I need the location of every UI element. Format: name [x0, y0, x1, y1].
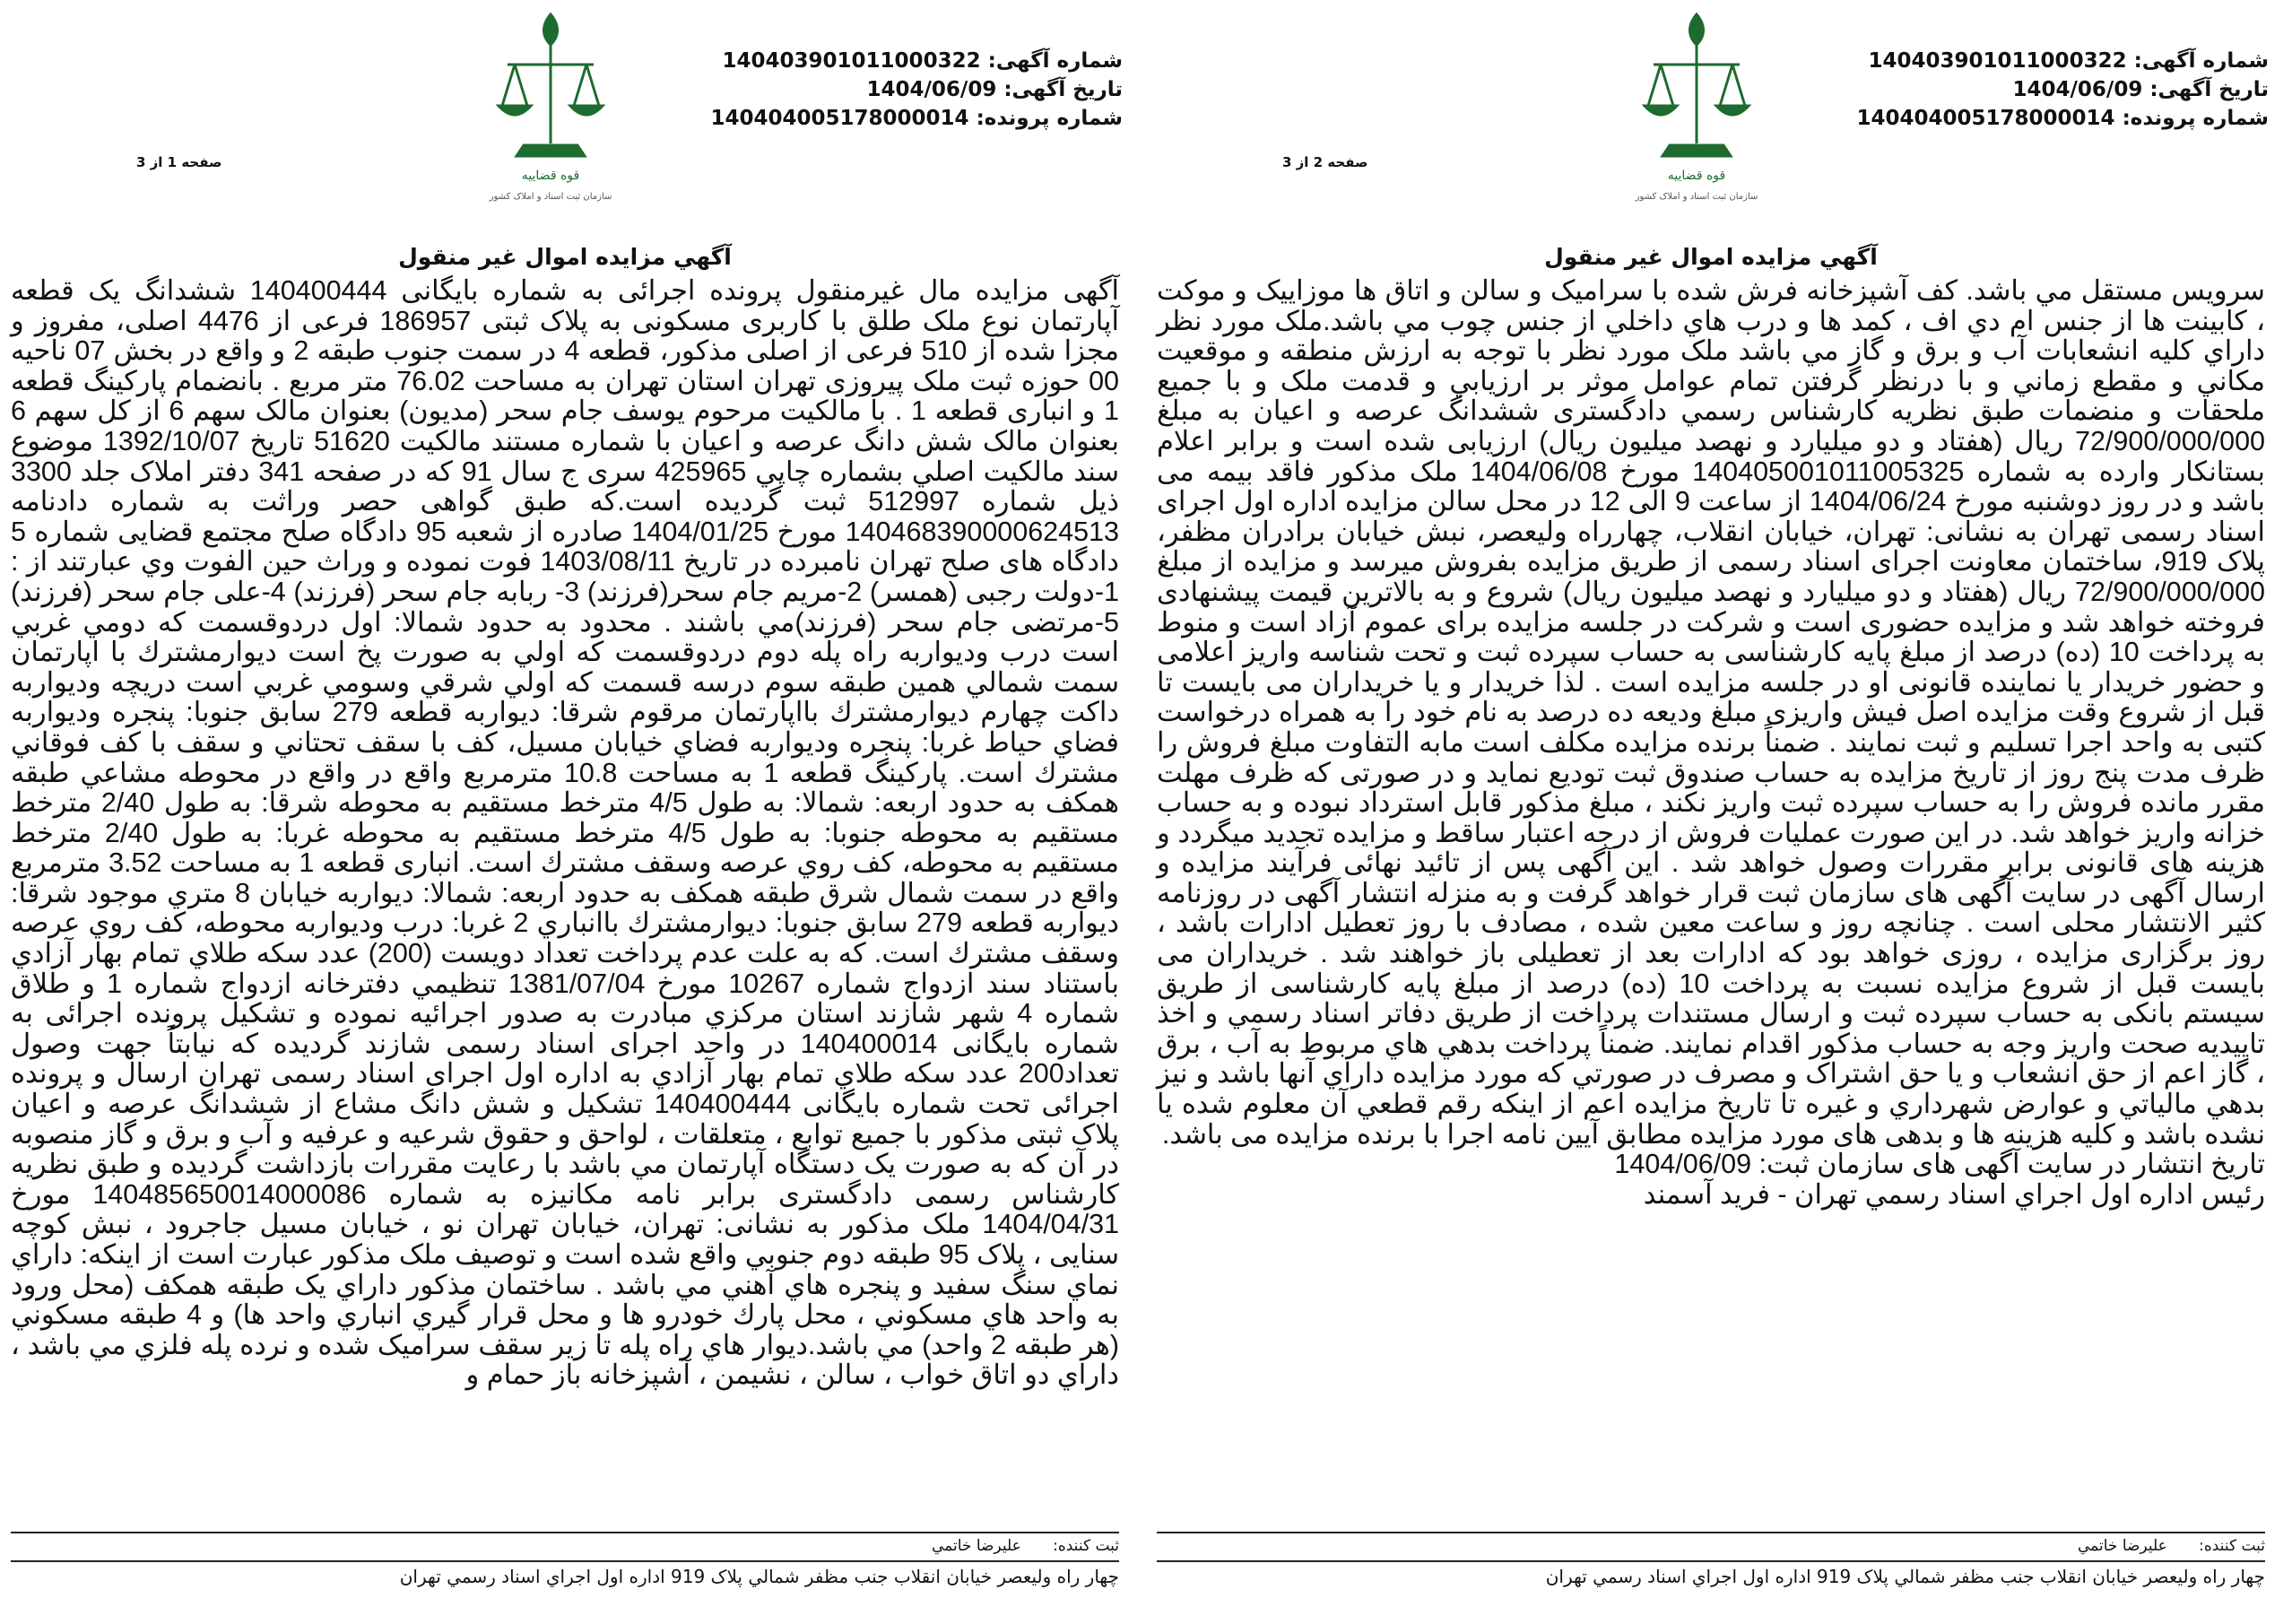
footer-divider: [1157, 1532, 2265, 1533]
office-address: چهار راه وليعصر خيابان انقلاب جنب مظفر شمالي پلاک 919 اداره اول اجراي اسناد رسمي تهران: [1545, 1566, 2265, 1587]
notice-title: آگهي مزايده اموال غير منقول: [1544, 244, 1878, 270]
notice-body-paragraph: آگهی مزایده مال غیرمنقول پرونده اجرائی به شماره بایگانی 140400444 ششدانگ یک قطعه آپارتمان نوع ملک طلق با کاربری مسکونی به پلاک ثبتی 186957 فرعی از 4476 اصلی، مفروز و مجزا شده از 510 فرعی از اصلی مذکور، قطعه 4 در سمت جنوب طبقه 2 و واقع در بخش 07 ناحیه 00 حوزه ثبت ملک پیروزی تهران استان تهران به مساحت 76.02 متر مربع . بانضمام پارکینگ قطعه 1 و انباری قطعه 1 . با مالکیت مرحوم یوسف جام سحر (مدیون) بعنوان مالک سهم 6 از کل سهم 6 بعنوان مالک شش دانگ عرصه و اعیان با شماره مستند مالکیت 51620 تاریخ 1392/10/07 موضوع سند مالکیت اصلي بشماره چاپي 425965 سری ج سال 91 که در صفحه 341 دفتر املاک جلد 3300 ذیل شماره 512997 ثبت گردیده است.که طبق گواهی حصر وراثت به شماره دادنامه 140468390000624513 مورخ 1404/01/25 صادره از شعبه 95 دادگاه صلح مجتمع قضایی شماره 5 دادگاه های صلح تهران نامبرده در تاریخ 1403/08/11 فوت نموده و وراث حين الفوت وي عبارتند از : 1-دولت رجبی (همسر) 2-مریم جام سحر(فرزند) 3- ربابه جام سحر (فرزند) 4-علی جام سحر (فرزند) 5-مرتضی جام سحر (فرزند)مي باشند . محدود به حدود شمالا: اول دردوقسمت که دومي غربي است درب وديواربه راه پله دوم دردوقسمت كه اولي به صورت پخ است ديوارمشترك با اپارتمان سمت شمالي همين طبقه سوم درسه قسمت كه اولي شرقي وسومي غربي است دريچه وديواربه داكت چهارم ديوارمشترك بااپارتمان مرقوم شرقا: ديواربه قطعه 279 سابق جنوبا: پنجره وديواربه فضاي حياط غربا: پنجره وديواربه فضاي خيابان مسيل، کف با سقف تحتاني و سقف با کف فوقاني مشترك است. پارکینگ قطعه 1 به مساحت 10.8 مترمربع واقع در واقع در محوطه مشاعي طبقه همکف به حدود اربعه: شمالا: به طول 4/5 مترخط مستقيم به محوطه شرقا: به طول 2/40 مترخط مستقيم به محوطه جنوبا: به طول 4/5 مترخط مستقيم به محوطه غربا: به طول 2/40 مترخط مستقيم به محوطه، کف روي عرصه وسقف مشترك است. انباری قطعه 1 به مساحت 3.52 مترمربع واقع در سمت شمال شرق طبقه همکف به حدود اربعه: شمالا: ديواربه خيابان 8 متري موجود شرقا: ديواربه قطعه 279 سابق جنوبا: ديوارمشترك باانباري 2 غربا: درب وديواربه محوطه، کف روي عرصه وسقف مشترك است. که به علت عدم پرداخت تعداد دويست (200) عدد سكه طلاي تمام بهار آزادي باستناد سند ازدواج شماره 10267 مورخ 1381/07/04 تنظيمي دفترخانه ازدواج شماره 1 و طلاق شماره 4 شهر شازند استان مركزي مبادرت به صدور اجرائیه نموده و تشکیل پرونده اجرائی به شماره بایگانی 140400014 در واحد اجرای اسناد رسمی شازند گردیده که نیابتاً جهت وصول تعداد200 عدد سکه طلاي تمام بهار آزادي به اداره اول اجرای اسناد رسمی تهران ارسال و پرونده اجرائی تحت شماره بایگانی 140400444 تشکیل و شش دانگ مشاع از ششدانگ عرصه و اعیان پلاک ثبتی مذکور با جمیع توابع ، متعلقات ، لواحق و حقوق شرعیه و عرفیه و آب و برق و گاز منصوبه در آن که به صورت یک دستگاه آپارتمان مي باشد با رعایت مقررات بازداشت گردیده و طبق نظریه کارشناس رسمی دادگستری برابر نامه مکانیزه به شماره 140485650014000086 مورخ 1404/04/31 ملک مذکور به نشانی: تهران، خیابان تهران نو ، خيابان مسيل جاجرود ، نبش کوچه سنایی ، پلاک 95 طبقه دوم جنوبي واقع شده است و توصیف ملک مذکور عبارت است از اینکه: داراي نماي سنگ سفيد و پنجره هاي آهني مي باشد . ساختمان مذكور داراي يک طبقه همكف (محل ورود به واحد هاي مسكوني ، محل پارك خودرو ها و محل قرار گيري انباري واحد ها) و 4 طبقه مسكوني (هر طبقه 2 واحد) مي باشد.ديوار هاي راه پله تا زير سقف سراميک شده و نرده پله فلزي مي باشد ، داراي دو اتاق خواب ، سالن ، نشيمن ، آشپزخانه باز حمام و: [11, 275, 1120, 1391]
file-number-row: [1856, 104, 2269, 133]
notice-title: آگهي مزايده اموال غير منقول: [398, 244, 732, 270]
page-2-inner: [1157, 0, 2269, 1624]
file-number: 140404005178000014: [710, 107, 969, 130]
notice-date-label: تاریخ آگهی:: [2149, 78, 2269, 101]
emblem-top-text: قوه قضاییه: [521, 169, 580, 183]
publish-label: تاریخ انتشار در سایت آگهی های سازمان ثبت:: [1758, 1149, 2265, 1180]
file-number-label: شماره پرونده:: [2122, 107, 2269, 130]
notice-date-row: [755, 75, 1123, 104]
notice-date: 1404/06/09: [2012, 78, 2143, 101]
footer-divider: [11, 1532, 1119, 1533]
file-number: 140404005178000014: [1856, 107, 2115, 130]
footer-divider-2: [11, 1560, 1119, 1562]
registrar: [2078, 1537, 2265, 1555]
registrar-label: ثبت کننده:: [1053, 1537, 1119, 1555]
page-number: صفحه 1 از 3: [136, 154, 222, 170]
notice-number-label: شماره آگهی:: [2133, 49, 2269, 73]
notice-date-row: [1901, 75, 2269, 104]
file-number-row: [710, 104, 1123, 133]
header-fields: [1856, 47, 2269, 133]
publish-date: 1404/06/09: [1614, 1149, 1752, 1180]
page-2: [1146, 0, 2292, 1624]
notice-body: [1157, 276, 2265, 1210]
emblem-bottom-text: سازمان ثبت اسناد و املاک کشور: [489, 192, 612, 202]
notice-number-row: [722, 47, 1123, 75]
registrar-name: عليرضا خاتمي: [932, 1537, 1021, 1555]
notice-date-label: تاریخ آگهی:: [1003, 78, 1123, 101]
notice-date: 1404/06/09: [866, 78, 997, 101]
emblem-bottom-text: سازمان ثبت اسناد و املاک کشور: [1635, 192, 1758, 202]
emblem-top-text: قوه قضاییه: [1667, 169, 1726, 183]
notice-number-label: شماره آگهی:: [987, 49, 1123, 73]
header-fields: [710, 47, 1123, 133]
registrar-name: عليرضا خاتمي: [2078, 1537, 2167, 1555]
notice-number: 140403901011000322: [1868, 49, 2127, 73]
registrar: [932, 1537, 1119, 1555]
notice-number: 140403901011000322: [722, 49, 981, 73]
registrar-label: ثبت کننده:: [2199, 1537, 2265, 1555]
page-number: صفحه 2 از 3: [1282, 154, 1368, 170]
footer-divider-2: [1157, 1560, 2265, 1562]
judiciary-emblem-icon: [488, 9, 613, 206]
notice-number-row: [1868, 47, 2269, 75]
signature-line: رئیس اداره اول اجراي اسناد رسمي تهران - فريد آسمند: [1643, 1178, 2265, 1210]
office-address: چهار راه وليعصر خيابان انقلاب جنب مظفر شمالي پلاک 919 اداره اول اجراي اسناد رسمي تهران: [399, 1566, 1119, 1587]
page-1-inner: [11, 0, 1123, 1624]
judiciary-emblem-icon: [1634, 9, 1759, 206]
notice-body-paragraph: سرويس مستقل مي باشد. کف آشپزخانه فرش شده با سراميک و سالن و اتاق ها موزاييک و موكت ، كابينت ها از جنس ام دي اف ، كمد ها و درب هاي داخلي از جنس چوب مي باشد.ملک مورد نظر داراي كليه انشعابات آب و برق و گاز مي باشد ملک مورد نظر با توجه به ارزش منطقه و موقعيت مكاني و مقطع زماني و با درنظر گرفتن تمام عوامل موثر بر ارزيابي و قدمت ملک و با جميع ملحقات و منضمات طبق نظريه كارشناس رسمي دادگستری ششدانگ عرصه و اعيان به مبلغ 72/900/000/000 ريال (هفتاد و دو ميليارد و نهصد ميليون ريال) ارزیابی شده است و برابر اعلام بستانكار وارده به شماره 140405001011005325 مورخ 1404/06/08 ملک مذکور فاقد بیمه می باشد و در روز دوشنبه مورخ 1404/06/24 از ساعت 9 الی 12 در محل سالن مزایده اداره اول اجرای اسناد رسمی تهران به نشانی: تهران، خیابان انقلاب، چهارراه ولیعصر، نبش خیابان برادران مظفر، پلاک 919، ساختمان معاونت اجرای اسناد رسمی از طریق مزایده بفروش میرسد و مزایده از مبلغ 72/900/000/000 ريال (هفتاد و دو ميليارد و نهصد ميليون ريال) شروع و به بالاترین قیمت پیشنهادی فروخته خواهد شد و مزایده حضوری است و شرکت در جلسه مزایده برای عموم آزاد است و منوط به پرداخت 10 (ده) درصد از مبلغ پایه کارشناسی به حساب سپرده ثبت و تحت شناسه واریز اعلامی و حضور خریدار یا نماینده قانونی او در جلسه مزایده است . لذا خریدار و یا خریداران می بایست تا قبل از شروع وقت مزایده اصل فیش واریزی مبلغ ودیعه ده درصد به نام خود را به همراه درخواست کتبی به واحد اجرا تسلیم و ثبت نمایند . ضمناً برنده مزایده مکلف است مابه التفاوت مبلغ فروش را ظرف مدت پنج روز از تاریخ مزایده به حساب صندوق ثبت تودیع نماید و در صورتی که ظرف مهلت مقرر مانده فروش را به حساب سپرده ثبت واریز نکند ، مبلغ مذکور قابل استرداد نبوده و به حساب خزانه واریز خواهد شد. در این صورت عملیات فروش از درجه اعتبار ساقط و مزایده تجدید میگردد و هزینه های قانونی برابر مقررات وصول خواهد شد . این آگهی پس از تائید نهائی فرآیند مزایده و ارسال آگهی در سایت آگهی های سازمان ثبت قرار خواهد گرفت و به منزله انتشار آگهی در روزنامه کثیر الانتشار محلی است . چنانچه روز و ساعت معین شده ، مصادف با روز تعطیل ادارات باشد ، روز برگزاری مزایده ، روزی خواهد بود که ادارات بعد از تعطیلی باز خواهند شد . خریداران می بایست قبل از شروع مزایده نسبت به پرداخت 10 (ده) درصد از مبلغ پایه کارشناسی از طریق سیستم بانکی به حساب سپرده ثبت و ارسال مستندات پرداخت از طریق دفاتر اسناد رسمي و اخذ تاییدیه صحت واریز وجه به حساب مذکور اقدام نمایند. ضمناً پرداخت بدهي هاي مربوط به آب ، برق ، گاز اعم از حق انشعاب و يا حق اشتراک و مصرف در صورتي که مورد مزايده داراي آنها باشد و نيز بدهي مالياتي و عوارض شهرداري و غيره تا تاريخ مزايده اعم از اينكه رقم قطعي آن معلوم شده يا نشده باشد و کلیه هزینه ها و بدهی های مورد مزایده مطابق آیین نامه اجرا با برنده مزایده می باشد.: [1157, 275, 2266, 1150]
publish-line: [1157, 1150, 2265, 1180]
notice-body: [11, 276, 1119, 1391]
file-number-label: شماره پرونده:: [976, 107, 1123, 130]
